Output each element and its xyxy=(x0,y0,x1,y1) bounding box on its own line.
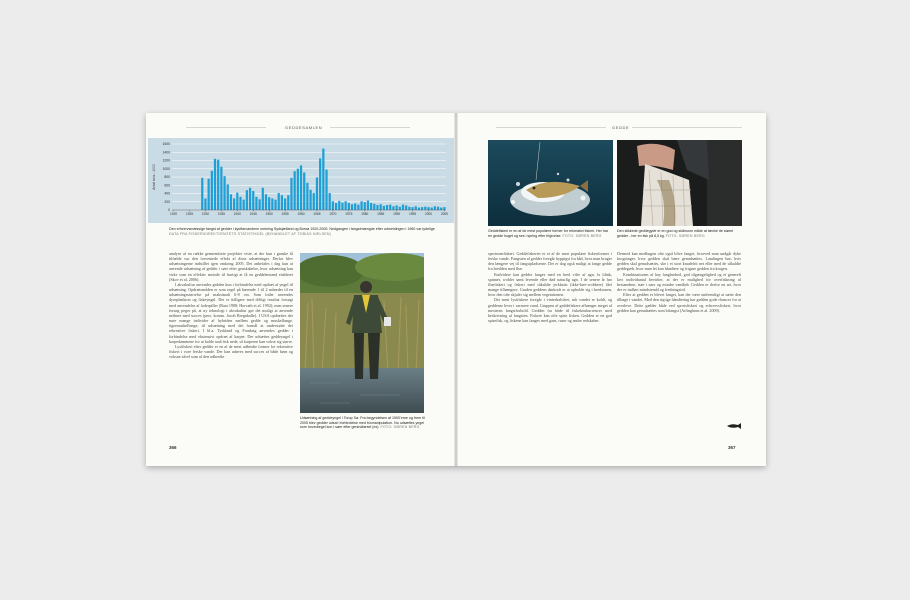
bar xyxy=(259,199,261,210)
x-tick-label: 1990 xyxy=(393,212,401,216)
bar xyxy=(294,171,296,210)
bar xyxy=(437,207,439,210)
y-tick-label: 400 xyxy=(164,191,170,196)
page-number: 366 xyxy=(169,445,177,450)
bar xyxy=(208,179,210,210)
bar xyxy=(290,178,292,210)
header-rule xyxy=(496,127,606,128)
x-tick-label: 1955 xyxy=(281,212,289,216)
photo-image xyxy=(488,140,613,226)
catch-chart xyxy=(148,138,454,223)
bar xyxy=(399,207,401,210)
y-tick-label: 0 xyxy=(168,208,170,213)
bar xyxy=(396,205,398,210)
photo-image xyxy=(300,253,424,413)
paragraph: Endvidere kan gedder fanges med en bred vifte af agn, fx blink, spinner, wobler samt levende eller død naturlig agn. I de senere år har fluefiskeri og fiskeri med såkaldte jerkbaits (ikke-lure-wobbere) fået mange tilhængere. Gruden geddens dørkraft er at opholde sig i bredzonen, hvor den ofte skjuler sig mellem vegetationen. xyxy=(488,271,612,298)
bar xyxy=(227,184,229,210)
y-tick-label: 1600 xyxy=(162,142,170,147)
left-text-column xyxy=(169,251,293,431)
bar xyxy=(440,208,442,210)
chart-caption-text: Den erhvervsmæssige fangst af gedder i kystfarvandene omkring Sydsjælland og Bornø 1920-2005. Nedgangen i fangstmængde efter udmeldingen i 1960 var tydelige xyxy=(169,227,435,231)
bar xyxy=(239,197,241,210)
bar xyxy=(300,165,302,210)
bar xyxy=(411,207,413,210)
bar xyxy=(373,204,375,210)
bar xyxy=(402,205,404,210)
x-tick-label: 1945 xyxy=(249,212,257,216)
paragraph: Lystfiskeri efter gedder er en af de mest udbredte former for rekreative fiskeri i vore ferske vande. Der kan udøves med succes af både børn og voksne såvel som af den udbredte xyxy=(169,343,293,360)
x-tick-label: 1980 xyxy=(361,212,369,216)
fish-icon xyxy=(726,423,742,429)
y-tick-label: 800 xyxy=(164,175,170,180)
photo-caption-text: Udsætning af geddeyngel i Torup Sø. Fra begyndelsen af 1900'erne og frem til 2005 blev gedder udsat i forbindelse med biomanipulation. Nu udsættes yngel som hovedregel kun i søer efter genindførsel (ex). xyxy=(300,416,425,430)
bar xyxy=(319,158,321,210)
bar xyxy=(211,171,213,210)
chart-canvas xyxy=(148,138,454,223)
right-text-column-1 xyxy=(488,251,612,431)
photo-caption-text: Den slikkede geddegyde er en god og skånsom måde at tænke de større gedder - her en fisk på 8,5 kg. xyxy=(617,229,734,238)
bar xyxy=(287,195,289,210)
bar xyxy=(392,206,394,210)
bar xyxy=(214,159,216,210)
bar xyxy=(233,198,235,210)
bar xyxy=(243,200,245,210)
photo-caption xyxy=(300,416,426,430)
bar xyxy=(252,191,254,210)
x-tick-label: 1995 xyxy=(408,212,417,216)
x-tick-label: 1985 xyxy=(377,212,385,216)
y-tick-label: 200 xyxy=(164,199,170,204)
bar xyxy=(332,201,334,210)
bar xyxy=(268,197,270,210)
left-page xyxy=(146,113,456,466)
bar xyxy=(367,201,369,210)
bar xyxy=(421,207,423,210)
bar xyxy=(246,190,248,210)
bar xyxy=(335,203,337,210)
x-tick-label: 2000 xyxy=(424,212,433,216)
running-head: GEDDE xyxy=(612,125,630,130)
bar xyxy=(274,200,276,210)
bar xyxy=(354,203,356,210)
photo-caption xyxy=(488,229,613,238)
bar xyxy=(278,193,280,210)
header-rule xyxy=(632,127,742,128)
jumping-pike-photo xyxy=(488,140,613,226)
bar xyxy=(265,194,267,210)
fisherman-photo xyxy=(300,253,424,413)
bar xyxy=(351,204,353,210)
bar xyxy=(281,195,283,210)
bar xyxy=(376,205,378,210)
paragraph: I akvakultur anvendes gedden kun i forbindelse med opdræt af yngel til udsætning. Opdrætsmåden er som regel på bærende 1 til 2 måneder til en udsætningsstørrelse på maksimalt 6-8 cm. Som foder anvendes dyreplankton og fiskeyngel. Det er tidligere med diffigt resultat forsøgt med anvendelse af foderpiller (Raat 1988; Horvath et al. 1992); men senere forsøg peger på, at ny teknologi i akvakultur gør det muligt at anvende netbure med succes (pers. komm. Jacob Bregnballe). I USA opdrættes der nure mange individer af hybriden mellem gedde og muskellunge, tigermuskellunge, til udsætning med det formål at understøtte det rekreative fiskeri. I bl.a. Tyskland og Frankrig anvendes gedder i forbindelse med ekstensivt opdræt af karper. Der udsættes geddeyngel i karpedammene for at holde små fisk nede, så karperne kan vokse sig større. xyxy=(169,281,293,344)
bar xyxy=(364,202,366,210)
bar xyxy=(431,208,433,210)
bar xyxy=(223,176,225,210)
bar xyxy=(405,205,407,210)
y-tick-label: 600 xyxy=(164,183,170,188)
x-tick-label: 1950 xyxy=(265,212,273,216)
page-number: 367 xyxy=(728,445,736,450)
paragraph: Efter at gedden er blevet fanget, kan der være nødvendigt at sætte den tilbage i vandet. Med den rigtige håndtering har gedden gode chancer for at overleve. Dette gælder både ved sportsfiskeri og erhvervsfiskeri, hvor gedden kan genudsættes som bifangst (Arlinghaus et al. 2009). xyxy=(617,292,741,313)
bar xyxy=(220,167,222,210)
y-axis-label: Antal tons - 1000 xyxy=(152,164,156,190)
right-text-column-2 xyxy=(617,251,741,431)
bar xyxy=(415,206,417,210)
bar xyxy=(217,160,219,210)
x-tick-label: 2005 xyxy=(440,212,448,216)
photo-image xyxy=(617,140,742,226)
header-rule xyxy=(186,127,266,128)
bar xyxy=(329,193,331,210)
x-tick-label: 1960 xyxy=(297,212,305,216)
x-tick-label: 1970 xyxy=(329,212,337,216)
bar xyxy=(427,207,429,210)
bar xyxy=(309,190,311,210)
chart-caption xyxy=(169,227,451,236)
y-tick-label: 1200 xyxy=(162,158,170,163)
bar xyxy=(284,198,286,210)
bar xyxy=(325,170,327,210)
pike-in-net-photo xyxy=(617,140,742,226)
bar xyxy=(316,177,318,210)
bar xyxy=(271,198,273,210)
bar xyxy=(262,188,264,210)
book-spread xyxy=(146,113,766,466)
x-tick-label: 1975 xyxy=(345,212,353,216)
y-tick-label: 1400 xyxy=(162,150,170,155)
paragraph: Det mest lystfiskere foregår i vinterhalvåret, når vandet er koldt, og gedderne lever i varmere vand. Gruppen af geddefiskere afhænger meget af mesterns fangstforhold. Gedden fra både til fiskekonkurrencer med beskrivning af fangsten. Fiskere kan ofte spise fisken. Gedden er en god spisefisk, og fiskene kan fanges med garn, ruser og andre redskaber. xyxy=(488,297,612,324)
paragraph: Dermed kan modhagen ofte også blive fanget, hvorved man undgår dybe krogninger, hvor gedden skal bære genudsættes. Landingen bør, hvis gedden skal genudsættes, ske i et stort knudefrit net eller med de såkaldte geddegreb, hvor man let kan håndtere og frigøre gedden fra krogen. xyxy=(617,251,741,272)
paragraph: specimenfiskeri. Geddefiskeriet er et af de mest populære fiskeriformer i ferske vande. Fangsten af gedder foregår hyppigst fra båd, hvor man bruger den længere vej til fangstpladserne. Det er dog også muligt at fange gedde fra bredden med flue. xyxy=(488,251,612,272)
bar xyxy=(303,172,305,210)
bar xyxy=(434,206,436,210)
bar xyxy=(345,201,347,210)
bar xyxy=(418,208,420,210)
running-head: GEDDESAMLEN xyxy=(285,125,323,130)
photo-credit: FOTO: SØREN BERG xyxy=(380,425,420,430)
bar xyxy=(306,183,308,210)
x-tick-label: 1925 xyxy=(185,212,194,216)
bar xyxy=(408,207,410,210)
x-tick-label: 1965 xyxy=(313,212,321,216)
bar xyxy=(348,203,350,210)
bar xyxy=(386,205,388,210)
photo-credit: FOTO: SØREN BERG xyxy=(562,233,602,238)
bar xyxy=(341,203,343,210)
bar xyxy=(322,149,324,210)
paragraph: Kombinationen af hay fangbarhed, god tilgængelighed og et generelt lavt individantal bevirker, at der er mulighed for overfiskning af bestandene, især i søer og mindre vandløb. Gedden er derfor en art, hvor der er indført mindstemål og fredningstid. xyxy=(617,271,741,293)
bar xyxy=(255,197,257,210)
x-tick-label: 1940 xyxy=(233,212,241,216)
bar xyxy=(424,207,426,210)
header-rule xyxy=(330,127,410,128)
x-tick-label: 1930 xyxy=(201,212,210,216)
bar xyxy=(204,198,206,210)
bar xyxy=(313,193,315,210)
bar xyxy=(249,188,251,210)
x-tick-label: 1935 xyxy=(217,212,225,216)
bar xyxy=(357,205,359,210)
photo-caption-text: Geddefiskeri er en af de mest populære former for rekreativt fiskeri. Her har en gedde huget og ses i spring efter frigivelse. xyxy=(488,229,609,238)
photo-caption xyxy=(617,229,742,238)
bar xyxy=(236,193,238,210)
bar xyxy=(360,201,362,210)
bar xyxy=(201,178,203,210)
bar xyxy=(297,169,299,210)
photo-credit: FOTO: SØREN BERG xyxy=(665,233,705,238)
paragraph: analyse af en række gennemførte projekter viste, at der kun i ganske få tilfælde var den forventede effekt af disse udsætninger. Derfor blev udsætningerne indstillet igen omkring 2005. Det anbefales i dag kun at anvende udsætning af gedder i søer efter genskabelse, hvor udsætning kan virke som en effektiv metode til hurtigt at få en geddebestand etableret (Skov et al. 2006). xyxy=(169,251,293,282)
bar xyxy=(443,207,445,210)
bar xyxy=(389,205,391,210)
bar xyxy=(370,203,372,210)
x-tick-label: 1920 xyxy=(170,212,178,216)
chart-credit: DATA FRA FISKERIDIREKTORATETS STATISTIKKEL (BEHANDLET AF TOBIAS NIELSEN) xyxy=(169,231,332,236)
bar xyxy=(230,194,232,210)
bar xyxy=(383,206,385,210)
y-tick-label: 1000 xyxy=(162,166,170,171)
bar xyxy=(380,204,382,210)
right-page xyxy=(456,113,766,466)
bar xyxy=(338,201,340,210)
